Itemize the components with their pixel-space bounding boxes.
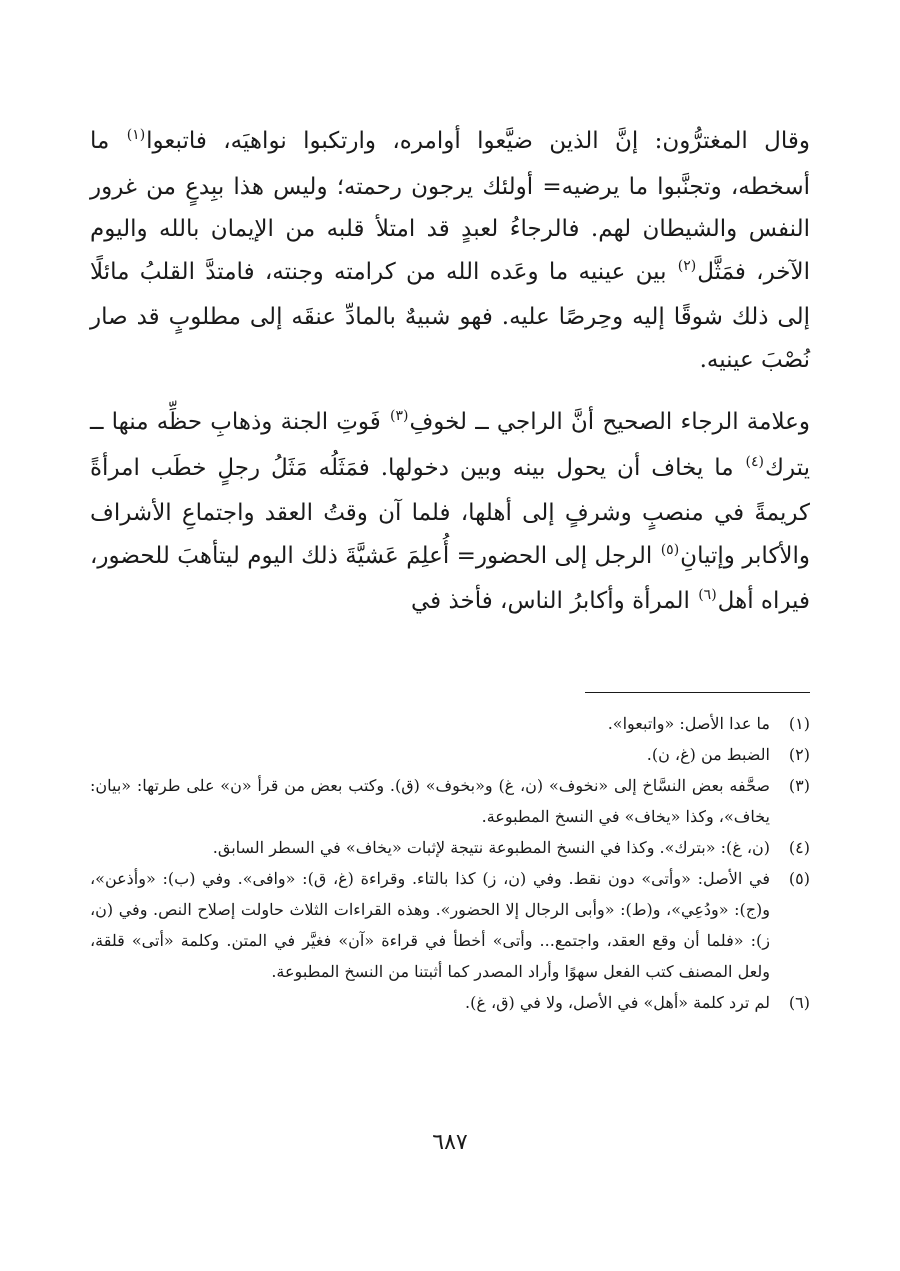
- book-page: [90, 0, 810, 1271]
- footnote-reference[interactable]: (٢): [677, 257, 697, 274]
- footnote-number: (٤): [788, 838, 810, 857]
- text-segment: ما أسخطه، وتجنَّبوا ما يرضيه= أولئك يرجون رحمته؛ وليس هذا ببِدعٍ من غرور النفس والشيطان لهم. فالرجاءُ لعبدٍ قد امتلأ قلبه من الإيمان بالله واليوم الآخر، فمَثَّل: [90, 128, 810, 285]
- footnote-text: الضبط من (غ، ن).: [646, 745, 770, 764]
- text-segment: الرجل إلى الحضور= أُعلِمَ عَشيَّةَ ذلك اليوم ليتأهبَ للحضور، فيراه أهل: [90, 542, 810, 614]
- footnote-text: (ن، غ): «بترك». وكذا في النسخ المطبوعة نتيجة لإثبات «يخاف» في السطر السابق.: [212, 838, 770, 857]
- footnote-item: [90, 708, 810, 739]
- footnote-item: [90, 832, 810, 863]
- footnote-text: لم ترد كلمة «أهل» في الأصل، ولا في (ق، غ).: [465, 993, 770, 1012]
- footnote-number: (٦): [788, 993, 810, 1012]
- footnote-reference[interactable]: (١): [126, 127, 146, 143]
- footnote-reference[interactable]: (٤): [745, 453, 764, 470]
- page-number: ٦٨٧: [432, 1130, 468, 1155]
- footnote-separator: [585, 692, 810, 693]
- footnote-item: [90, 739, 810, 770]
- footnote-number: (٥): [788, 869, 810, 888]
- text-segment: فَوتِ الجنة وذهابِ حظِّه منها ــ يترك: [90, 409, 810, 481]
- footnote-reference[interactable]: (٦): [698, 587, 717, 603]
- footnote-number: (١): [788, 714, 810, 733]
- text-segment: بين عينيه ما وعَده الله من كرامته وجنته، فامتدَّ القلبُ مائلًا إلى ذلك شوقًا إليه وحِرصًا عليه. فهو شبيهٌ بالمادِّ عنقَه إلى مطلوبٍ قد صار نُصْبَ عينيه.: [90, 258, 810, 373]
- text-segment: ما يخاف أن يحول بينه وبين دخولها. فمَثَلُه مَثَلُ رجلٍ خطَب امرأةً كريمةً في منصبٍ وشرفٍ إلى أهلها، فلما آن وقتُ العقد واجتماعِ الأشراف والأكابر وإتيانِ: [90, 454, 811, 569]
- footnote-reference[interactable]: (٥): [660, 541, 680, 558]
- text-segment: وقال المغترُّون: إنَّ الذين ضيَّعوا أوامره، وارتكبوا نواهيَه، فاتبعوا: [146, 128, 810, 154]
- footnote-number: (٢): [788, 745, 810, 764]
- paragraph-2: [90, 401, 810, 626]
- main-text: [90, 120, 810, 626]
- footnote-text: في الأصل: «وأتى» دون نقط. وفي (ن، ز) كذا بالتاء. وقراءة (غ، ق): «وافى». وفي (ب): «وأذعن»، و(ج): «ودُعِي»، و(ط): «وأبى الرجال إلا الحضور». وهذه القراءات الثلاث حاولت إصلاح النص. وفي (ن، ز): «فلما أن وقع العقد، واجتمع... وأتى» أخطأ في قراءة «آن» فغيَّر في المتن. وكلمة «أتى» قلقة، ولعل المصنف كتب الفعل سهوًا وأراد المصدر كما أثبتنا من النسخ المطبوعة.: [90, 869, 770, 981]
- text-segment: وعلامة الرجاء الصحيح أنَّ الراجي ــ لخوفِ: [409, 409, 810, 435]
- text-segment: المرأة وأكابرُ الناس، فأخذ في: [410, 588, 698, 614]
- footnote-text: صحَّفه بعض النسَّاخ إلى «نخوف» (ن، غ) و«بخوف» (ق). وكتب بعض من قرأ «ن» على طرتها: «بيان: يخاف»، وكذا «يخاف» في النسخ المطبوعة.: [90, 776, 770, 826]
- footnote-item: [90, 987, 810, 1018]
- footnote-item: [90, 770, 810, 832]
- footnote-number: (٣): [788, 776, 810, 795]
- paragraph-1: [90, 120, 810, 381]
- footnote-text: ما عدا الأصل: «واتبعوا».: [607, 714, 770, 733]
- footnote-item: [90, 863, 810, 987]
- footnote-reference[interactable]: (٣): [389, 408, 409, 424]
- footnotes-list: [90, 708, 810, 1018]
